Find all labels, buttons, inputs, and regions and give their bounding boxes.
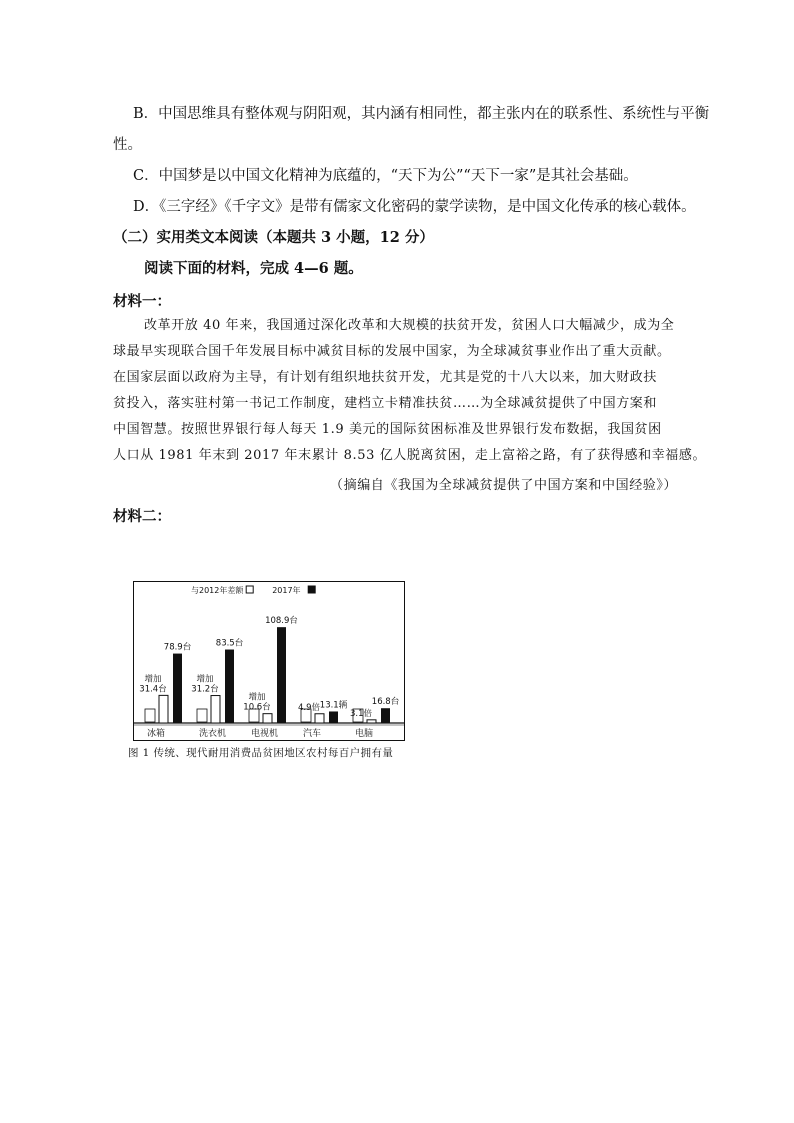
option-d: D．《三字经》《千字文》是带有儒家文化密码的蒙学读物，是中国文化传承的核心载体。 [133,199,696,215]
chart-caption: 图 1 传统、现代耐用消费品贫困地区农村每百户拥有量 [128,747,394,759]
section-heading: （二）实用类文本阅读（本题共 3 小题，12 分） [113,229,434,246]
bar-difference-label: 增加 [144,674,162,685]
material1-line: 改革开放 40 年来，我国通过深化改革和大规模的扶贫开发，贫困人口大幅减少，成为全 [144,318,675,333]
option-b-line1: B．中国思维具有整体观与阴阳观，其内涵有相同性，都主张内在的联系性、系统性与平衡 [133,106,710,122]
option-b-line2: 性。 [113,137,142,153]
bar-2017-label: 108.9台 [265,616,298,627]
option-c: C．中国梦是以中国文化精神为底蕴的，“天下为公”“天下一家”是其社会基础。 [133,168,638,184]
bar-difference-label: 增加 [196,674,214,685]
bar-2017 [381,708,390,723]
bar-2017-label: 78.9台 [163,642,192,653]
bar-2017 [225,650,234,723]
appliance-icon [197,709,207,722]
material1-line: 球最早实现联合国千年发展目标中减贫目标的发展中国家，为全球减贫事业作出了重大贡献。 [113,344,671,359]
bar-difference-label: 31.4台 [139,684,167,695]
bar-2017-label: 83.5台 [215,638,244,649]
category-label: 电脑 [355,729,374,739]
bar-difference-label: 增加 [248,692,266,703]
category-label: 电视机 [251,729,279,739]
material2-label: 材料二： [113,508,171,525]
category-label: 汽车 [303,729,322,739]
bar-difference-label: 3.1倍 [349,708,373,719]
bar-difference [315,714,324,723]
section-instruction: 阅读下面的材料，完成 4—6 题。 [144,260,363,277]
legend-swatch [308,586,315,593]
material1-label: 材料一： [113,293,171,310]
bar-difference-label: 4.9倍 [297,702,321,713]
bar-2017-label: 13.1辆 [319,700,348,711]
legend-label: 2017年 [272,586,301,595]
bar-difference-label: 31.2台 [191,684,219,695]
bar-2017 [173,654,182,723]
category-label: 冰箱 [147,729,166,739]
material1-line: 中国智慧。按照世界银行每人每天 1.9 美元的国际贫困标准及世界银行发布数据，我国贫困 [113,422,662,437]
appliance-icon [145,709,155,722]
bar-difference [367,720,376,723]
material1-source: （摘编自《我国为全球减贫提供了中国方案和中国经验》） [330,478,678,493]
category-label: 洗衣机 [199,729,227,739]
legend-label: 与2012年差额 [191,586,244,595]
bar-2017-label: 16.8台 [371,697,400,708]
bar-difference [211,696,220,723]
bar-difference-label: 10.6台 [243,702,271,713]
legend-swatch [246,586,253,593]
bar-2017 [329,711,338,723]
bar-difference [263,714,272,723]
bar-difference [159,695,168,723]
material1-line: 贫投入，落实驻村第一书记工作制度，建档立卡精准扶贫……为全球减贫提供了中国方案和 [113,396,658,411]
bar-chart [133,581,405,741]
material1-line: 人口从 1981 年末到 2017 年末累计 8.53 亿人脱离贫困，走上富裕之路，有了获得感和幸福感。 [113,448,707,463]
bar-2017 [277,627,286,723]
material1-line: 在国家层面以政府为主导，有计划有组织地扶贫开发，尤其是党的十八大以来，加大财政扶 [113,370,658,385]
